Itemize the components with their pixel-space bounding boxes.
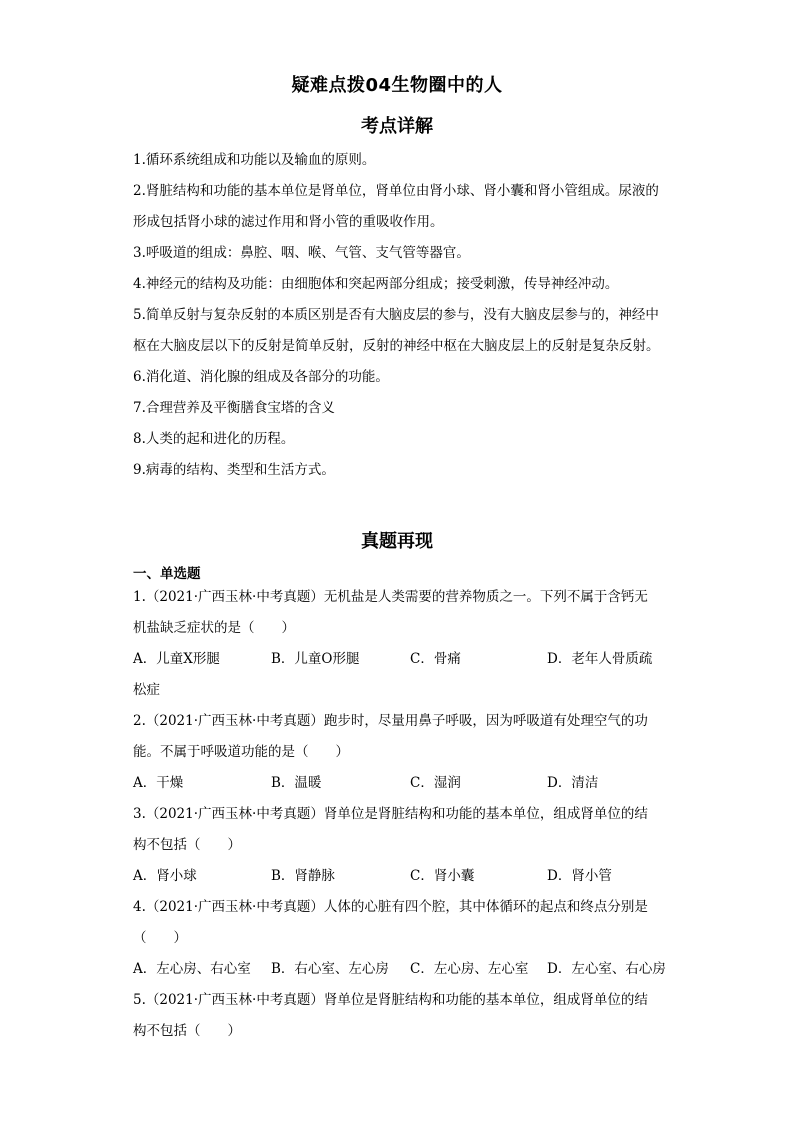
section-heading-key-points: 考点详解 (361, 116, 433, 137)
option-d: D．左心室、右心房 (547, 961, 666, 977)
key-point: 9.病毒的结构、类型和生活方式。 (133, 462, 335, 478)
option-b: B．儿童O形腿 (271, 651, 360, 667)
option-d: D．清洁 (547, 775, 599, 791)
key-points-list (133, 145, 661, 486)
question-1-options (133, 644, 673, 675)
question-1-stem: 1.（2021·广西玉林·中考真题）无机盐是人类需要的营养物质之一。下列不属于含钙无机盐缺乏症状的是（ ） (133, 589, 648, 636)
question-2-stem: 2.（2021·广西玉林·中考真题）跑步时，尽量用鼻子呼吸，因为呼吸道有处理空气的功能。不属于呼吸道功能的是（ ） (133, 713, 648, 760)
option-b: B．右心室、左心房 (271, 961, 389, 977)
option-a: A．儿童X形腿 (133, 651, 220, 667)
key-point: 4.神经元的结构及功能：由细胞体和突起两部分组成；接受刺激，传导神经冲动。 (133, 276, 619, 292)
question-5-stem: 5.（2021·广西玉林·中考真题）肾单位是肾脏结构和功能的基本单位，组成肾单位的结构不包括（ ） (133, 992, 648, 1039)
key-point: 8.人类的起和进化的历程。 (133, 431, 295, 447)
key-point: 5.简单反射与复杂反射的本质区别是否有大脑皮层的参与，没有大脑皮层参与的，神经中枢在大脑皮层以下的反射是简单反射，反射的神经中枢在大脑皮层上的反射是复杂反射。 (133, 307, 660, 354)
question-3-options (133, 861, 673, 892)
option-a: A．干燥 (133, 775, 184, 791)
question-3-stem: 3.（2021·广西玉林·中考真题）肾单位是肾脏结构和功能的基本单位，组成肾单位的结构不包括（ ） (133, 806, 648, 853)
document-title: 疑难点拨04生物圈中的人 (291, 75, 503, 96)
option-d: D．老年人骨质疏 (547, 651, 653, 667)
option-d-continuation: 松症 (133, 682, 160, 698)
subsection-heading: 一、单选题 (133, 566, 201, 582)
option-c: C．骨痛 (410, 651, 461, 667)
option-a: A．左心房、右心室 (133, 961, 251, 977)
question-2-options (133, 768, 673, 799)
option-c: C．湿润 (410, 775, 461, 791)
option-b: B．肾静脉 (271, 868, 335, 884)
option-c: C．肾小囊 (410, 868, 475, 884)
option-c: C．左心房、左心室 (410, 961, 529, 977)
option-b: B．温暖 (271, 775, 322, 791)
option-d: D．肾小管 (547, 868, 612, 884)
key-point: 3.呼吸道的组成：鼻腔、咽、喉、气管、支气管等器官。 (133, 245, 470, 261)
key-point: 7.合理营养及平衡膳食宝塔的含义 (133, 400, 335, 416)
section-heading-past-exams: 真题再现 (361, 531, 433, 552)
question-4-options (133, 954, 673, 985)
key-point: 6.消化道、消化腺的组成及各部分的功能。 (133, 369, 389, 385)
key-point: 2.肾脏结构和功能的基本单位是肾单位，肾单位由肾小球、肾小囊和肾小管组成。尿液的形成包括肾小球的滤过作用和肾小管的重吸收作用。 (133, 183, 659, 230)
key-point: 1.循环系统组成和功能以及输血的原则。 (133, 152, 376, 168)
option-a: A．肾小球 (133, 868, 197, 884)
question-4-stem: 4.（2021·广西玉林·中考真题）人体的心脏有四个腔，其中体循环的起点和终点分别是（ ） (133, 899, 648, 946)
